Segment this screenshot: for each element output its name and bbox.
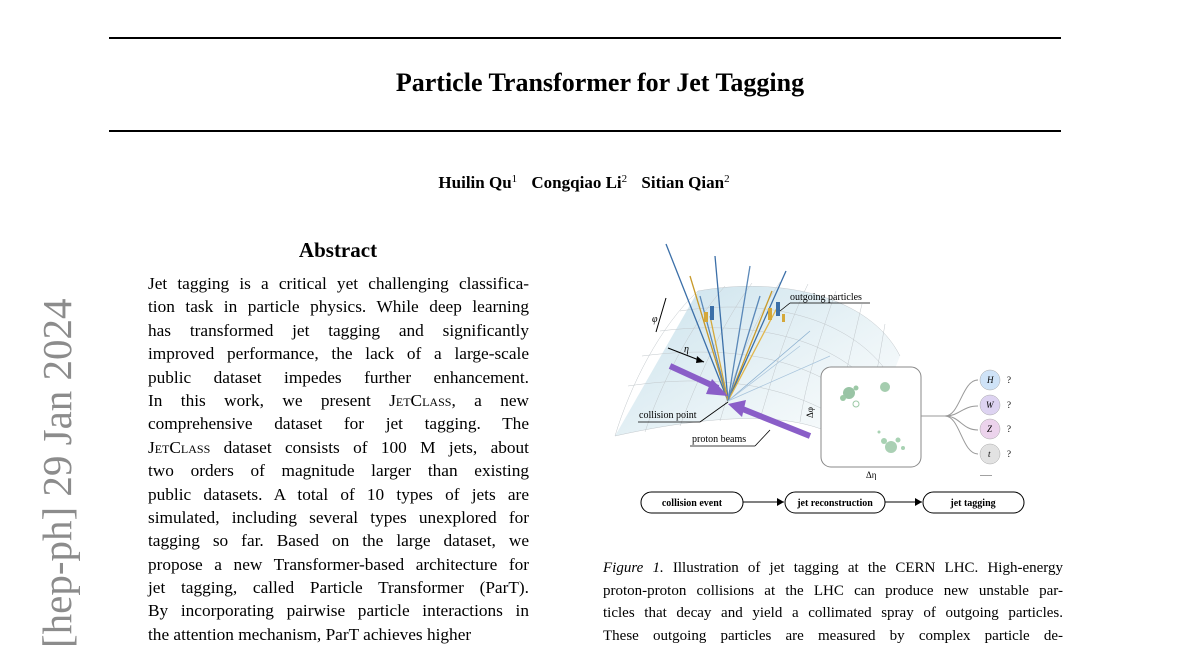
abstract-line: simulated, including several types unexplored for [148,507,529,527]
caption-line: ticles that decay and yield a collimated spray of outgoing particles. [603,605,1063,621]
abstract-line: jet tagging, called Particle Transformer (ParT). [148,578,529,598]
dataset-name: JetClass [389,390,452,410]
abstract-heading: Abstract [298,238,378,262]
abstract-line: JetClass dataset consists of 100 M jets, about [148,437,529,457]
author-list [0,173,1168,193]
abstract-line: comprehensive dataset for jet tagging. The [148,414,529,434]
author-2: Congqiao Li$^2$ [531,173,628,192]
flow-jet-reconstruction: jet reconstruction [797,498,873,509]
delta-eta-label: Δη [866,470,877,480]
flow-collision-event: collision event [661,498,723,509]
abstract-line: has transformed jet tagging and significantly [148,320,529,340]
collision-point-label: collision point [639,410,697,421]
abstract-line: tion task in particle physics. While deep learning [148,297,529,317]
proton-beams-label: proton beams [692,434,747,445]
author-1: Huilin Qu$^1$ [438,173,518,192]
caption-figure-label: Figure 1. [603,560,664,576]
class-w-label: W [986,400,994,410]
flow-jet-tagging: jet tagging [950,498,996,509]
class-z-label: Z [987,424,993,434]
dataset-name: JetClass [148,437,211,457]
abstract-line: the attention mechanism, ParT achieves higher [148,624,472,644]
class-t-question: ? [1007,449,1011,459]
caption-line: These outgoing particles are measured by complex particle de- [603,627,1063,644]
class-t-label: t [988,449,991,459]
top-rule [109,37,1061,39]
abstract-line: improved performance, the lack of a large-scale [148,344,529,364]
abstract-line: By incorporating pairwise particle interactions in [148,601,529,621]
abstract-line: two orders of magnitude larger than existing [148,461,529,481]
pipeline-flow [641,492,1024,513]
classifier-branches [921,380,978,454]
abstract-line: tagging so far. Based on the large dataset, we [148,531,529,551]
abstract-line: public datasets. A total of 10 types of jets are [148,484,529,504]
abstract-line: In this work, we present JetClass, a new [148,390,529,410]
class-ellipsis: ...... [980,469,992,478]
arxiv-stamp: [hep-ph] 29 Jan 2024 [34,298,80,648]
class-circles [980,370,1011,478]
abstract-line: propose a new Transformer-based architecture for [148,554,529,574]
class-h-label: H [987,375,994,385]
class-z-question: ? [1007,424,1011,434]
eta-label: η [684,344,689,355]
caption-line [603,557,1063,580]
author-3: Sitian Qian$^2$ [641,173,730,192]
figure-1-caption [603,557,1063,647]
paper-title: Particle Transformer for Jet Tagging [395,68,805,97]
abstract-line: public dataset impedes further enhancement. [148,367,529,387]
class-w-question: ? [1007,400,1011,410]
caption-line: proton-proton collisions at the LHC can produce new unstable par- [603,582,1063,599]
figure-1 [600,236,1070,526]
class-h-question: ? [1007,375,1011,385]
abstract-line: Jet tagging is a critical yet challenging classifica- [148,274,529,293]
outgoing-particles-label: outgoing particles [790,292,862,303]
title-bottom-rule [109,130,1061,132]
jet-image-panel [805,367,921,480]
delta-phi-label: Δφ [805,407,815,418]
figure-1-illustration [600,236,1070,526]
caption-text: Illustration of jet tagging at the CERN LHC. High-energy [663,560,1063,576]
phi-label: φ [652,314,658,325]
abstract-body [148,272,529,646]
